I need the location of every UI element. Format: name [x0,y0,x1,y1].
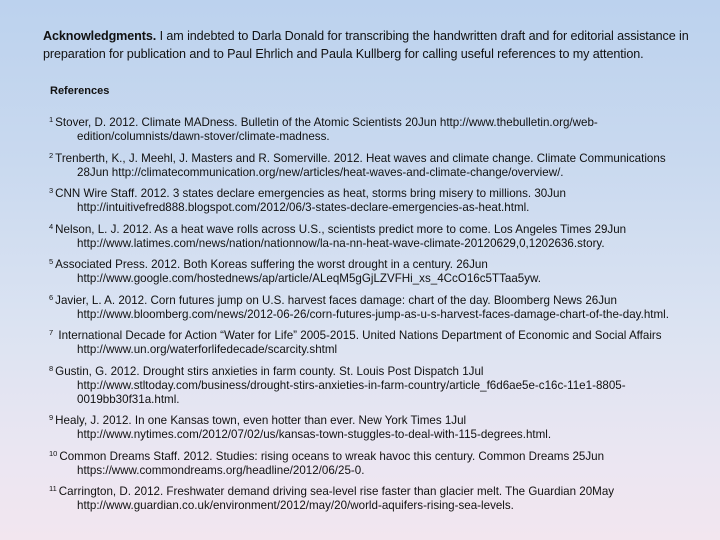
reference-number: 5 [49,257,54,266]
reference-number: 8 [49,363,54,373]
reference-text: Carrington, D. 2012. Freshwater demand driving sea-level rise faster than glacier melt. The Guardian 20May http://www.guardian.co.uk/environment/2012/may/20/world-aquifers-rising-sea-levels. [58,485,615,513]
reference-number: 9 [49,413,54,423]
reference-item [49,113,699,144]
reference-text: Associated Press. 2012. Both Koreas suffering the worst drought in a century. 26Jun http://www.google.com/hostednews/ap/article/ALeqM5gGjLZVFHi_xs_4CcO16c5TTaa5yw. [55,258,541,286]
reference-item [49,255,699,286]
reference-item [49,362,699,408]
reference-item [49,184,699,215]
references-title: References [50,85,110,97]
reference-text: Healy, J. 2012. In one Kansas town, even hotter than ever. New York Times 1Jul http://www.nytimes.com/2012/07/02/us/kansas-town-stuggles-to-deal-with-115-degrees.html. [55,414,552,442]
reference-item [49,447,699,478]
reference-text: Javier, L. A. 2012. Corn futures jump on U.S. harvest faces damage: chart of the day. Bloomberg News 26Jun http://www.bloomberg.com/news/2012-06-26/corn-futures-jump-as-u-s-harvest-faces-damage-chart-of-the-day.html. [55,293,669,321]
reference-item [49,291,699,322]
acknowledgments-text: I am indebted to Darla Donald for transcribing the handwritten draft and for editorial assistance in preparation for publication and to Paul Ehrlich and Paula Kullberg for calling useful references to my attention. [43,29,689,61]
reference-text: Gustin, G. 2012. Drought stirs anxieties in farm county. St. Louis Post Dispatch 1Jul http://www.stltoday.com/business/drought-stirs-anxieties-in-farm-country/article_f6d6ae5e-c16c-11e1-8805-0019bb30f31a.html. [55,364,626,406]
acknowledgments-paragraph [43,27,703,63]
reference-item [49,482,699,513]
reference-text: International Decade for Action “Water for Life” 2005-2015. United Nations Department of Economic and Social Affairs http://www.un.org/waterforlifedecade/scarcity.shtml [55,329,662,357]
reference-number: 7 [49,328,54,337]
reference-number: 1 [49,115,54,124]
reference-item [49,220,699,251]
reference-number: 6 [49,292,54,302]
references-list [49,113,699,518]
reference-text: Common Dreams Staff. 2012. Studies: rising oceans to wreak havoc this century. Common Dreams 25Jun https://www.commondreams.org/headline/2012/06/25-0. [59,449,605,477]
reference-number: 4 [49,221,54,231]
acknowledgments-heading: Acknowledgments. [43,29,157,43]
reference-number: 10 [49,448,58,458]
reference-text: Stover, D. 2012. Climate MADness. Bulletin of the Atomic Scientists 20Jun http://www.thebulletin.org/web-edition/columnists/dawn-stover/climate-madness. [55,116,598,144]
reference-item [49,411,699,442]
reference-number: 11 [49,484,57,494]
reference-text: Nelson, L. J. 2012. As a heat wave rolls across U.S., scientists predict more to come. Los Angeles Times 29Jun http://www.latimes.com/news/nation/nationnow/la-na-nn-heat-wave-climate-20120629,0,1202636.story. [55,222,627,250]
reference-number: 3 [49,186,54,195]
reference-item [49,149,699,180]
reference-text: Trenberth, K., J. Meehl, J. Masters and R. Somerville. 2012. Heat waves and climate change. Climate Communications 28Jun http://climatecommunication.org/new/articles/heat-waves-and-climate-change/overview/. [55,151,666,179]
reference-number: 2 [49,150,54,160]
reference-item [49,326,699,357]
reference-text: CNN Wire Staff. 2012. 3 states declare emergencies as heat, storms bring misery to millions. 30Jun http://intuitivefred888.blogspot.com/2012/06/3-states-declare-emergencies-as-heat.html. [55,187,566,215]
